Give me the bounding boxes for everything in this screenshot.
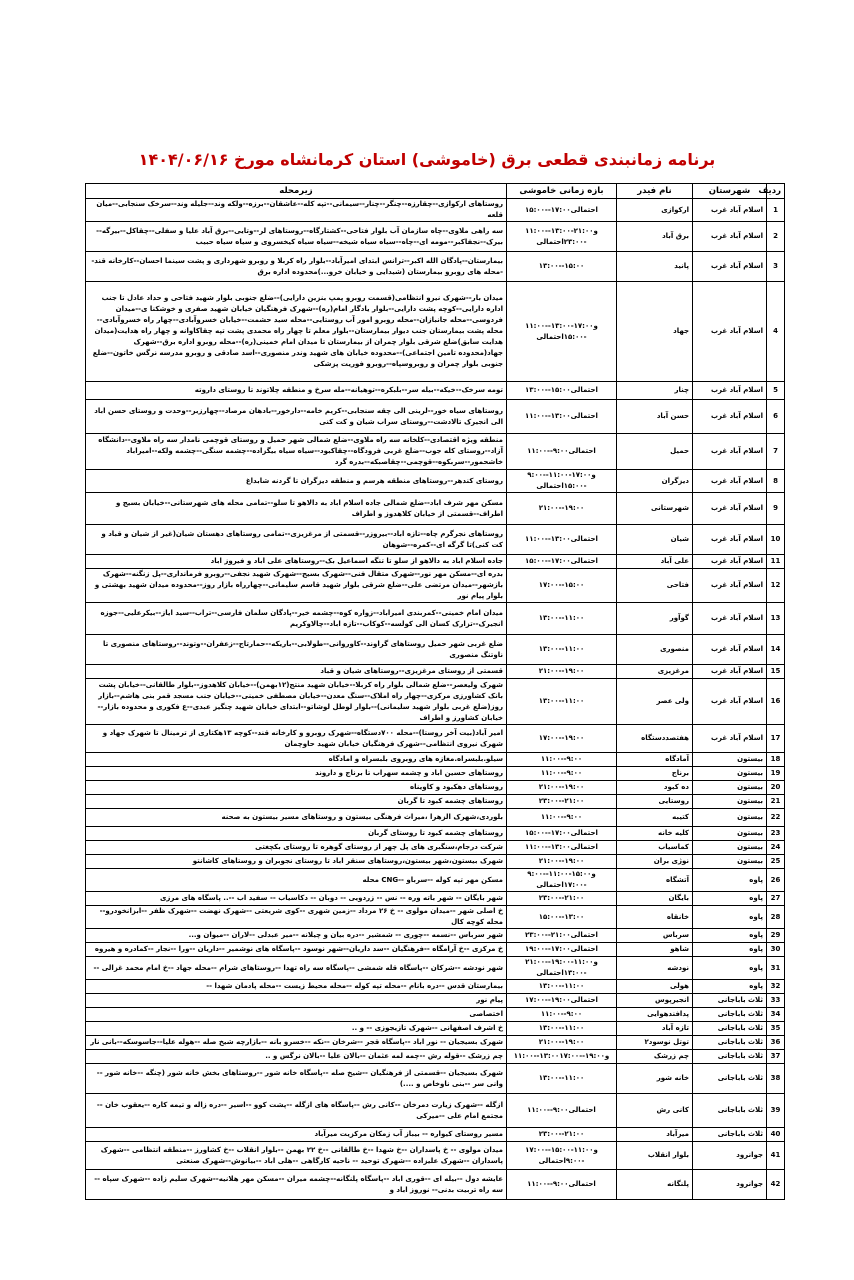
row-time: ۱۳:۰۰--۱۵:۰۰ xyxy=(507,252,617,282)
row-city: اسلام آباد غرب xyxy=(693,470,767,493)
table-row xyxy=(86,382,785,400)
row-feeder: ولی عصر xyxy=(617,679,693,725)
row-index: 23 xyxy=(767,827,785,841)
row-index: 4 xyxy=(767,282,785,382)
row-area: تومه سرخک--خیکه--بیله سر--بلبکره--توهیانه--مله سرخ و منطقه چلاتوند تا روستای داروته xyxy=(86,382,507,400)
row-city: بیستون xyxy=(693,827,767,841)
table-row xyxy=(86,869,785,892)
row-area: امیر آباد(بیت آخر روستا)--محله ۷۰۰دستگاه--شهرک روبرو و کارخانه قند--کوچه ۱۳هکتاری از ترمینال تا شهرک جهاد و شهرک نیروی انتظامی--شهرک فرهنگیان خیابان شهید حاوچمان xyxy=(86,725,507,753)
row-time: ۱۱:۰۰--۹:۰۰ xyxy=(507,767,617,781)
row-index: 27 xyxy=(767,892,785,906)
row-index: 41 xyxy=(767,1142,785,1170)
row-feeder: توتل نوسود۲ xyxy=(617,1036,693,1050)
row-index: 33 xyxy=(767,994,785,1008)
row-area: ضلع غربی شهر حمیل روستاهای گراوند--کاوروانی--طولابی--باریکه--حمارتاج--زعفران--وتوند--روستاهای منصوری تا ناوتنگ منصوری xyxy=(86,635,507,665)
row-city: بیستون xyxy=(693,781,767,795)
table-row xyxy=(86,603,785,635)
row-index: 30 xyxy=(767,943,785,957)
row-index: 11 xyxy=(767,555,785,569)
row-city: اسلام آباد غرب xyxy=(693,222,767,252)
row-area: شرکت درجام،سنگبری های پل چهر از روستای گوهره تا روستای بکچغتی xyxy=(86,841,507,855)
row-index: 40 xyxy=(767,1128,785,1142)
row-area: بلوردی،شهرک الزهرا ،میراث فرهنگی بیستون و روستاهای مسیر بیستون به صحنه xyxy=(86,809,507,827)
row-area: میدان بار--شهرک نیرو انتظامی(قسمت روبرو پمپ بنزین دارایی)--ضلع جنوبی بلوار شهید فتاحی و حداد عادل تا جنب اداره دارایی--کوچه پشت دارایی--بلوار یادگار امام(ره)--شهرک فرهنگیان خیابان شهید صفری و خوشکنا ی--میدان فردوسی--محله جانبازان--محله روبرو امور آب روستایی--محله سید حشمت--خیابان خسروآبادی--چهار راه خسروآبادی--محله پشت بیمارستان جنب دیوار بیمارستان--بلوار معلم تا چهار راه محمدی پشت تپه چقاکاوانه و چهار راه هدایت(میدان هدایت سابق)ضلع شرقی بلوار چمران از بیمارستان تا میدان امام خمینی(ره)--محله روبرو اداره برق--شهرک جهاد(محدوده تامین اجتماعی)--محدوده خیابان های شهید وندر منصوری--اسد صادقی و روبرو مدرسه نرگس خاتون--ضلع جنوبی بلوار چمران و روبروسپاه--روبرو فوریت پزشکی xyxy=(86,282,507,382)
row-city: اسلام آباد غرب xyxy=(693,400,767,434)
row-index: 34 xyxy=(767,1008,785,1022)
row-city: ثلاث باباجانی xyxy=(693,1036,767,1050)
table-row xyxy=(86,809,785,827)
row-city: ثلاث باباجانی xyxy=(693,1008,767,1022)
row-time: ۱۱:۰۰--۱۳:۰۰احتمالی xyxy=(507,841,617,855)
row-time: ۱۱:۰۰--۹:۰۰احتمالی xyxy=(507,434,617,470)
row-city: اسلام آباد غرب xyxy=(693,725,767,753)
row-index: 26 xyxy=(767,869,785,892)
row-index: 36 xyxy=(767,1036,785,1050)
row-time: ۲۳:۰۰--۲۱:۰۰ xyxy=(507,892,617,906)
row-area: بیمارستان قدس --دره بانام --محله تپه کوله --محله محیط زیست --محله پادمان شهدا -- xyxy=(86,980,507,994)
table-row xyxy=(86,1170,785,1200)
row-index: 25 xyxy=(767,855,785,869)
row-time: ۱۷:۰۰--۱۵:۰۰و۱۱:۰۰--۹:۰۰احتمالی xyxy=(507,1142,617,1170)
row-area: شهرک بیستون،شهر بیستون،روستاهای سنقر اباد تا روستای نجوبران و روستاهای کاشانتو xyxy=(86,855,507,869)
table-row xyxy=(86,753,785,767)
row-feeder: فتاحی xyxy=(617,569,693,603)
row-feeder: حسن آباد xyxy=(617,400,693,434)
row-index: 8 xyxy=(767,470,785,493)
row-index: 21 xyxy=(767,795,785,809)
row-area: بدره ای--مسکن مهر نور--شهرک متقال فنی--شهرک بسیج--شهرک شهید نجفی--روبرو فرمانداری--پل زنگنه--شهرک بازشهر--میدان مرتضی علی--ضلع شرقی بلوار شهید قاسم سلیمانی--چهارراه بازار روز--محدوده میدان شهید بهشتی و بلوار پیام نور xyxy=(86,569,507,603)
row-city: پاوه xyxy=(693,906,767,929)
row-feeder: کانی رش xyxy=(617,1094,693,1128)
row-feeder: خانه شور xyxy=(617,1064,693,1094)
row-feeder: برناج xyxy=(617,767,693,781)
row-area: روستاهای دهکبود و کاویناه xyxy=(86,781,507,795)
row-index: 39 xyxy=(767,1094,785,1128)
row-index: 42 xyxy=(767,1170,785,1200)
table-row xyxy=(86,841,785,855)
table-row xyxy=(86,855,785,869)
table-row xyxy=(86,892,785,906)
row-city: اسلام آباد غرب xyxy=(693,569,767,603)
table-row xyxy=(86,222,785,252)
row-area: روستاهای حسین اباد و چشمه سهراب تا برناج و داروند xyxy=(86,767,507,781)
header-city: شهرستان xyxy=(693,184,767,199)
row-city: اسلام آباد غرب xyxy=(693,282,767,382)
table-row xyxy=(86,906,785,929)
row-area: منطقه ویژه اقتصادی--کلخانه سه راه ملاوی--ضلع شمالی شهر حمیل و روستای قوچمی نامدار سه راه ملاوی--دانشگاه آزاد--روستای کله جوب--ضلع غربی فرودگاه--چقاکبود--سیاه سیاه بیگزاده--چشمه سنگی--چشمه ولکه--امیراباد خاشحمور--سربکوه--قوچمی--چقاصبکه--بدره گرد xyxy=(86,434,507,470)
row-city: اسلام آباد غرب xyxy=(693,493,767,525)
row-feeder: هولی xyxy=(617,980,693,994)
row-area: روستاهای سیاه خور--لرینی الی چقه سنجابی--کریم خامه--دارخور--بادهان مرصاد--چهارزبر--وحدت و روستای حسن اباد الی انجیرک تالادشت--روستای سراب شیان و کت کنی xyxy=(86,400,507,434)
row-time: ۲۱:۰۰--۱۹:۰۰ xyxy=(507,781,617,795)
row-time: ۱۱:۰۰--۱۳:۰۰و۱۷:۰۰--۱۵:۰۰احتمالی xyxy=(507,282,617,382)
row-feeder: پانید xyxy=(617,252,693,282)
header-idx: ردیف xyxy=(767,184,785,199)
row-time: ۲۱:۰۰--۱۹:۰۰و۱۱:۰۰--۱۳:۰۰احتمالی xyxy=(507,957,617,980)
row-feeder: انجیرپوس xyxy=(617,994,693,1008)
row-index: 38 xyxy=(767,1064,785,1094)
row-index: 2 xyxy=(767,222,785,252)
row-area: بیمارستان--پادگان الله اکبر--ترانس ابتدای امیرآباد--بلوار راه کربلا و روبرو شهرداری و پشت سینما احسان--کارخانه قند--محله های روبرو بیمارستان (شیدایی و خیابان خرو...)محدوده اداره برق xyxy=(86,252,507,282)
row-area: سه راهی ملاوی--چاه سازمان آب بلوار فتاحی--کشتارگاه--روستاهای لر--وتایی--برق آباد علیا و سفلی--چقاکل--بیرگه--بیرک--نجفاکبر--مومه ای--چاه--سیاه سیاه شیخه--سیاه سیاه کیخسروی و سیاه سیاه حبیب xyxy=(86,222,507,252)
row-index: 29 xyxy=(767,929,785,943)
table-row xyxy=(86,400,785,434)
row-feeder: تازه آباد xyxy=(617,1022,693,1036)
row-city: ثلاث باباجانی xyxy=(693,1064,767,1094)
row-feeder: ارکوازی xyxy=(617,199,693,222)
row-feeder: علی آباد xyxy=(617,555,693,569)
row-time: ۲۱:۰۰--۱۹:۰۰ xyxy=(507,493,617,525)
row-area: خ اصلی شهر --میدان مولوی -- خ ۲۶ مرداد --زمین شهری --کوی شریعتی --شهرک نهضت --شهرک ظفر --ابزانخودرو--محله کوچه کال xyxy=(86,906,507,929)
row-feeder: بلوار انقلاب xyxy=(617,1142,693,1170)
row-area: شهر سرباس --نسمه --چوری -- شمشیر --دره بیان و چیلانه --میر عبدلی --لاران --میوان و... xyxy=(86,929,507,943)
row-index: 13 xyxy=(767,603,785,635)
row-time: ۱۱:۰۰--۹:۰۰ xyxy=(507,1008,617,1022)
row-area: روستاهای ارکوازی--چقارزه--چنگر--چنار--سیمانی--تپه کله--عاشقان--برزه--ولکه وند--جلیله وند--سرخک سنجابی--میان قلعه xyxy=(86,199,507,222)
row-feeder: دیزگران xyxy=(617,470,693,493)
row-city: اسلام آباد غرب xyxy=(693,603,767,635)
row-time: ۱۱:۰۰--۱۳:۰۰و۱۹:۰۰--۱۷:۰۰ xyxy=(507,1050,617,1064)
row-area: شهرک بسیجیان -- نور اباد --پاسگاه قجر --شرخان --نکه --خسرو بانه --بازارچه شیخ صله --هوله علیا--جاسوسکه--بانی نار xyxy=(86,1036,507,1050)
row-feeder: مرغزیزی xyxy=(617,665,693,679)
row-area: میدان مولوی -- خ پاسداران --خ شهدا --خ طالقانی --خ ۲۲ بهمن --بلوار انقلاب --خ کشاورز --منطقه انتظامی --شهرک پاسداران --شهرک علیزاده --شهرک توحید -- ناحیه کارگاهی --هلی اباد --بیانوش--شهرک صنعتی xyxy=(86,1142,507,1170)
row-feeder: پلنگانه xyxy=(617,1170,693,1200)
row-area: چم زرشک --قوله رش --چمه لمه عثمان --بالان علیا --بالان نرگس و .. xyxy=(86,1050,507,1064)
row-city: پاوه xyxy=(693,869,767,892)
row-area: عایشه دول --بیله ای --قوری اباد --پاسگاه پلنگانه--چشمه میران --مسکن مهر هلانیه--شهرک سلیم زاده --شهرک سپاه --سه راه تربیت بدنی-- نوروز اباد و xyxy=(86,1170,507,1200)
row-time: ۱۱:۰۰--۹:۰۰احتمالی xyxy=(507,1170,617,1200)
row-index: 16 xyxy=(767,679,785,725)
row-city: اسلام آباد غرب xyxy=(693,199,767,222)
table-row xyxy=(86,555,785,569)
row-index: 12 xyxy=(767,569,785,603)
row-time: ۲۱:۰۰--۱۹:۰۰ xyxy=(507,665,617,679)
table-row xyxy=(86,1008,785,1022)
row-city: ثلاث باباجانی xyxy=(693,994,767,1008)
row-area: مسکن مهر شرف اباد--ضلع شمالی جاده اسلام اباد به دالاهو تا سلو--تمامی محله های شهرستانی--خیابان بسیج و اطراف--قسمتی از خیابان کلاهدوز و اطراف xyxy=(86,493,507,525)
table-row xyxy=(86,282,785,382)
row-time: ۱۵:۰۰--۱۷:۰۰احتمالی xyxy=(507,827,617,841)
row-time: ۱۱:۰۰--۱۳:۰۰و۲۱:۰۰--۲۳:۰۰احتمالی xyxy=(507,222,617,252)
row-area: شهر بایگان -- شهر باته وره -- نس -- زردویی -- دوبان -- دکاسیاب -- سفید اب --.. پاسگاه های مرزی xyxy=(86,892,507,906)
row-time: ۱۹:۰۰--۱۷:۰۰احتمالی xyxy=(507,943,617,957)
row-area: شهرک بسیجیان --قسمتی از فرهنگیان --شیخ صله --پاسگاه خانه شور --روستاهای بخش خانه شور (چنگه --خانه شور --وانی سر --بنی ناوخاص و ....) xyxy=(86,1064,507,1094)
row-city: پاوه xyxy=(693,980,767,994)
table-row xyxy=(86,795,785,809)
row-time: ۱۵:۰۰--۱۷:۰۰احتمالی xyxy=(507,555,617,569)
row-index: 1 xyxy=(767,199,785,222)
row-index: 18 xyxy=(767,753,785,767)
row-time: ۱۷:۰۰--۱۹:۰۰ xyxy=(507,725,617,753)
row-city: ثلاث باباجانی xyxy=(693,1094,767,1128)
row-feeder: هفتصددستگاه xyxy=(617,725,693,753)
table-row xyxy=(86,635,785,665)
row-area: سیلو.بلبسراه.مغازه های روبروی بلبسراه و امادگاه xyxy=(86,753,507,767)
row-feeder: نوژی بران xyxy=(617,855,693,869)
row-time: ۱۳:۰۰--۱۱:۰۰ xyxy=(507,635,617,665)
row-feeder: نودشه xyxy=(617,957,693,980)
row-index: 37 xyxy=(767,1050,785,1064)
row-time: ۱۷:۰۰--۱۵:۰۰ xyxy=(507,569,617,603)
row-city: بیستون xyxy=(693,767,767,781)
row-city: پاوه xyxy=(693,929,767,943)
row-feeder: شیان xyxy=(617,525,693,555)
row-feeder: شهرستانی xyxy=(617,493,693,525)
row-city: ثلاث باباجانی xyxy=(693,1128,767,1142)
outage-schedule-table xyxy=(85,183,785,1200)
row-area: اختصاصی xyxy=(86,1008,507,1022)
row-feeder: کلیه خانه xyxy=(617,827,693,841)
row-area: ازگله --شهرک زیارت دمرخان --کانی رش --پاسگاه های ازگله --پشت کوو --اسیر --دره زاله و تیمه کاره --یعقوب خان --مجتمع امام علی --میرکی xyxy=(86,1094,507,1128)
row-area: میدان امام خمینی--کمربندی امیراباد--زواره کوه--چشمه خیر--پادگان سلمان فارسی--تراب--سید ایاز--بیکرعلیی--جوزه انجیرک--تزارک کسان الی کولسه--کوکاب--تازه اباد--چالاوکریم xyxy=(86,603,507,635)
row-feeder: برق آباد xyxy=(617,222,693,252)
row-city: بیستون xyxy=(693,855,767,869)
row-feeder: روستایی xyxy=(617,795,693,809)
row-city: بیستون xyxy=(693,809,767,827)
row-time: ۱۱:۰۰--۹:۰۰ xyxy=(507,809,617,827)
row-feeder: میرآباد xyxy=(617,1128,693,1142)
row-area: جاده اسلام اباد به دالاهو از سلو تا تنگه اسماعیل بک--روستاهای علی اباد و فیروز اباد xyxy=(86,555,507,569)
row-feeder: گوآور xyxy=(617,603,693,635)
table-row xyxy=(86,665,785,679)
table-row xyxy=(86,725,785,753)
table-row xyxy=(86,1050,785,1064)
table-row xyxy=(86,929,785,943)
row-feeder: خانقاه xyxy=(617,906,693,929)
row-feeder: آمادگاه xyxy=(617,753,693,767)
row-area: پیام نور xyxy=(86,994,507,1008)
row-index: 19 xyxy=(767,767,785,781)
row-city: بیستون xyxy=(693,795,767,809)
row-feeder: چم زرشک xyxy=(617,1050,693,1064)
row-area: روستاهای چشمه کبود تا روستای گربان xyxy=(86,827,507,841)
row-feeder: بایگان xyxy=(617,892,693,906)
row-time: ۲۳:۰۰--۲۱:۰۰ xyxy=(507,1128,617,1142)
row-city: اسلام آباد غرب xyxy=(693,525,767,555)
table-row xyxy=(86,767,785,781)
row-index: 31 xyxy=(767,957,785,980)
row-city: ثلاث باباجانی xyxy=(693,1050,767,1064)
table-row xyxy=(86,1036,785,1050)
row-time: ۱۷:۰۰--۱۹:۰۰احتمالی xyxy=(507,994,617,1008)
row-city: جوانرود xyxy=(693,1142,767,1170)
row-area: مسکن مهر تپه کوله --سرباو --CNG محله xyxy=(86,869,507,892)
table-row xyxy=(86,1022,785,1036)
row-index: 3 xyxy=(767,252,785,282)
table-row xyxy=(86,994,785,1008)
row-city: اسلام آباد غرب xyxy=(693,635,767,665)
row-city: ثلاث باباجانی xyxy=(693,1022,767,1036)
row-city: اسلام آباد غرب xyxy=(693,679,767,725)
row-area: روستای کندهر--روستاهای منطقه هرسم و منطقه دیزگران تا گردنه شابداغ xyxy=(86,470,507,493)
row-time: ۲۳:۰۰--۲۱:۰۰احتمالی xyxy=(507,929,617,943)
row-city: اسلام آباد غرب xyxy=(693,434,767,470)
row-time: ۱۳:۰۰--۱۱:۰۰ xyxy=(507,1022,617,1036)
row-time: ۱۵:۰۰--۱۷:۰۰احتمالی xyxy=(507,199,617,222)
row-index: 15 xyxy=(767,665,785,679)
row-feeder: شاهو xyxy=(617,943,693,957)
row-time: ۱۱:۰۰--۹:۰۰احتمالی xyxy=(507,1094,617,1128)
row-area: خ مرکزی --خ آرامگاه --فرهنگیان --سد داریان--شهر نوسود --پاسگاه های نوشمیر --داریان --ورا --نجار --کمادره و هیروه xyxy=(86,943,507,957)
table-row xyxy=(86,943,785,957)
row-index: 20 xyxy=(767,781,785,795)
table-header-row xyxy=(86,184,785,199)
row-city: پاوه xyxy=(693,957,767,980)
row-feeder: جهاد xyxy=(617,282,693,382)
table-row xyxy=(86,781,785,795)
table-row xyxy=(86,827,785,841)
row-city: اسلام آباد غرب xyxy=(693,382,767,400)
table-row xyxy=(86,679,785,725)
header-area: زیرمحله xyxy=(86,184,507,199)
row-area: شهر نودشه --شرکان --پاسگاه قله شمشی --پاسگاه سه راه تهدا --روستاهای شرام --محله جهاد --خ امام محمد غزالی -- xyxy=(86,957,507,980)
table-row xyxy=(86,1142,785,1170)
row-index: 5 xyxy=(767,382,785,400)
table-row xyxy=(86,493,785,525)
row-city: بیستون xyxy=(693,841,767,855)
row-time: ۲۳:۰۰--۲۱:۰۰ xyxy=(507,795,617,809)
table-row xyxy=(86,569,785,603)
row-feeder: حمیل xyxy=(617,434,693,470)
table-row xyxy=(86,470,785,493)
row-area: مسیر روستای کیواره -- بیباز آب زمکان مرکزیت میرآباد xyxy=(86,1128,507,1142)
table-row xyxy=(86,525,785,555)
row-feeder: چنار xyxy=(617,382,693,400)
row-time: ۱۱:۰۰--۹:۰۰ xyxy=(507,753,617,767)
row-index: 22 xyxy=(767,809,785,827)
table-row xyxy=(86,252,785,282)
row-time: ۱۳:۰۰--۱۱:۰۰ xyxy=(507,679,617,725)
row-index: 17 xyxy=(767,725,785,753)
row-time: ۱۳:۰۰--۱۱:۰۰ xyxy=(507,1064,617,1094)
row-area: شهرک ولیعصر--ضلع شمالی بلوار راه کربلا--خیابان شهید منتج(۱۲بهمن)--خیابان کلاهدوز--بلوار طالقانی--خیابان پشت بانک کشاورزی مرکزی--چهار راه املاک--سنگ معدن--خیابان مصطفی خمینی--خیابان جنب مسجد قمر بنی هاشم--بازار روز(ضلع غربی بلوار شهید سلیمانی)--بلوار لوطل لوشاتو--ابتدای خیابان شهید چنگیز عبدی--ع فکوری و محدوده بازار--خیابان کشاورز و اطراف xyxy=(86,679,507,725)
page-title: برنامه زمانبندی قطعی برق (خاموشی) استان کرمانشاه مورخ ۱۴۰۴/۰۶/۱۶ xyxy=(138,150,716,169)
row-time: ۲۱:۰۰--۱۹:۰۰ xyxy=(507,1036,617,1050)
row-index: 14 xyxy=(767,635,785,665)
row-city: اسلام آباد غرب xyxy=(693,555,767,569)
row-time: ۱۳:۰۰--۱۱:۰۰ xyxy=(507,980,617,994)
row-area: روستاهای چشمه کبود تا گربان xyxy=(86,795,507,809)
row-time: ۲۱:۰۰--۱۹:۰۰ xyxy=(507,855,617,869)
row-feeder: آتشگاه xyxy=(617,869,693,892)
row-city: اسلام آباد غرب xyxy=(693,665,767,679)
row-city: بیستون xyxy=(693,753,767,767)
header-feeder: نام فیدر xyxy=(617,184,693,199)
row-time: ۱۳:۰۰--۱۱:۰۰ xyxy=(507,603,617,635)
row-feeder: پدافندهوایی xyxy=(617,1008,693,1022)
row-time: ۹:۰۰--۱۱:۰۰و۱۷:۰۰--۱۵:۰۰احتمالی xyxy=(507,470,617,493)
row-time: ۱۵:۰۰--۱۳:۰۰ xyxy=(507,906,617,929)
row-feeder: کماسیاب xyxy=(617,841,693,855)
row-time: ۱۱:۰۰--۱۳:۰۰احتمالی xyxy=(507,525,617,555)
row-area: قسمتی از روستای مرغزیزی--روستاهای شیان و قباد xyxy=(86,665,507,679)
table-row xyxy=(86,199,785,222)
header-time: بازه زمانی خاموشی xyxy=(507,184,617,199)
row-city: اسلام آباد غرب xyxy=(693,252,767,282)
row-area: روستاهای نجرگرم چاه--تازه اباد--بیروزر--قسمتی از مرغزیزی--تمامی روستاهای دهستان شیان(غیر از شیان و قباد و کت کنی)تا گرگه ای--کمره--شوهان xyxy=(86,525,507,555)
row-feeder: منصوری xyxy=(617,635,693,665)
table-row xyxy=(86,434,785,470)
table-row xyxy=(86,1094,785,1128)
row-city: پاوه xyxy=(693,943,767,957)
row-index: 32 xyxy=(767,980,785,994)
row-city: پاوه xyxy=(693,892,767,906)
row-time: ۱۳:۰۰--۱۵:۰۰احتمالی xyxy=(507,382,617,400)
row-index: 24 xyxy=(767,841,785,855)
row-time: ۹:۰۰--۱۱:۰۰و۱۵:۰۰--۱۷:۰۰احتمالی xyxy=(507,869,617,892)
row-city: جوانرود xyxy=(693,1170,767,1200)
row-index: 6 xyxy=(767,400,785,434)
row-index: 28 xyxy=(767,906,785,929)
row-feeder: ده کبود xyxy=(617,781,693,795)
table-row xyxy=(86,1064,785,1094)
row-time: ۱۱:۰۰--۱۳:۰۰احتمالی xyxy=(507,400,617,434)
row-index: 10 xyxy=(767,525,785,555)
row-feeder: سرباس xyxy=(617,929,693,943)
row-index: 9 xyxy=(767,493,785,525)
table-row xyxy=(86,980,785,994)
table-row xyxy=(86,1128,785,1142)
row-feeder: کتیبه xyxy=(617,809,693,827)
row-index: 7 xyxy=(767,434,785,470)
row-index: 35 xyxy=(767,1022,785,1036)
table-row xyxy=(86,957,785,980)
row-area: خ اشرف اصفهانی --شهرک تازیجوزی -- و .. xyxy=(86,1022,507,1036)
